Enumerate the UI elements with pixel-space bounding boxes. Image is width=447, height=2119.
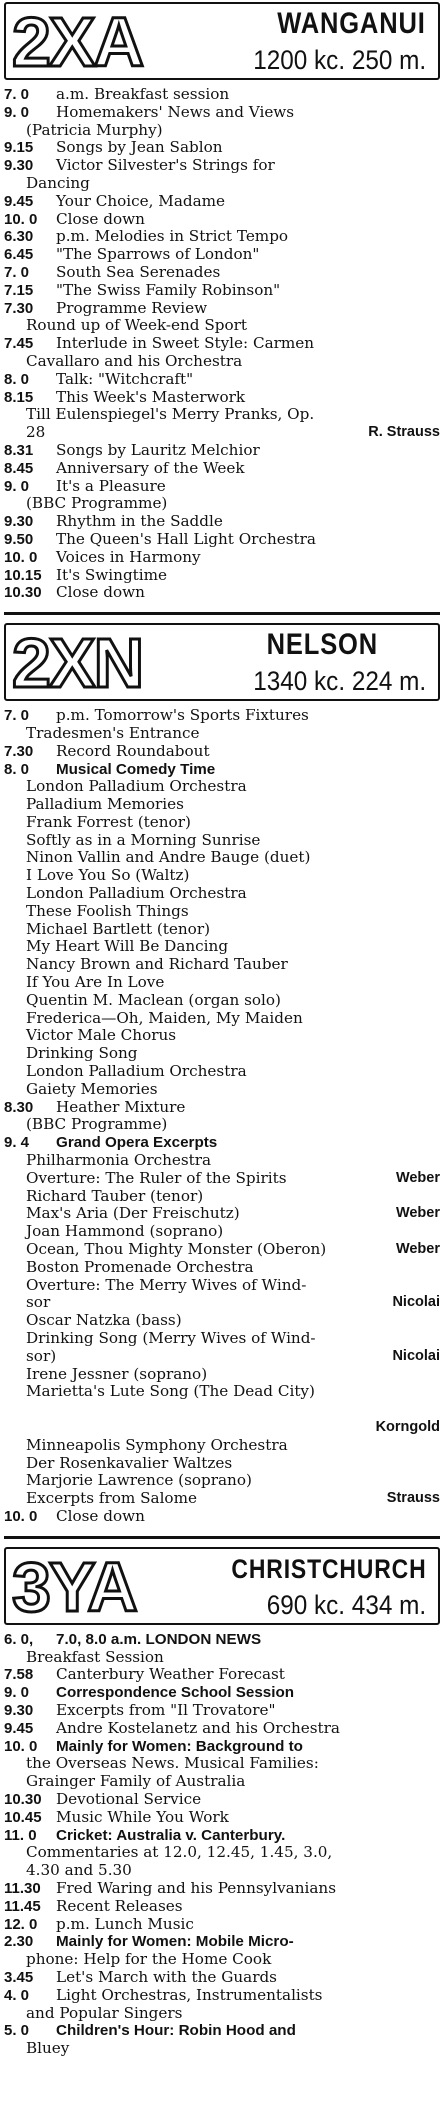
programme-title: Children's Hour: Robin Hood and (56, 2022, 296, 2040)
programme-time: 8.30 (4, 1098, 34, 1116)
station-2xn (4, 623, 440, 1526)
programme-title: "The Swiss Family Robinson" (56, 280, 281, 299)
programme-time: 7.58 (4, 1666, 34, 1684)
programme-composer: Strauss (386, 1490, 440, 1507)
programme-item (4, 1472, 440, 1490)
programme-item (4, 1383, 440, 1401)
programme-title: Drinking Song (26, 1044, 138, 1063)
programme-item (4, 921, 440, 939)
programme-item (4, 104, 440, 122)
programme-item (4, 778, 440, 796)
programme-title: Boston Promenade Orchestra (26, 1257, 254, 1276)
programme-time: 7.30 (4, 742, 34, 760)
station-callsign: 2XN (12, 624, 143, 703)
programme-time: 6. 0, (4, 1630, 34, 1648)
station-2xa (4, 2, 440, 602)
programme-title: Dancing (26, 173, 90, 192)
programme-item (4, 814, 440, 832)
programme-item (4, 1827, 440, 1845)
programme-title: Fred Waring and his Pennsylvanians (56, 1878, 336, 1897)
programme-title: Quentin M. Maclean (organ solo) (26, 990, 281, 1009)
programme-time: 9.45 (4, 192, 34, 210)
programme-time: 9. 0 (4, 477, 30, 495)
programme-time: 7.45 (4, 335, 34, 353)
programme-time: 11.45 (4, 1897, 41, 1915)
programme-item (4, 2005, 440, 2023)
programme-title: Light Orchestras, Instrumentalists (56, 1985, 323, 2004)
programme-title: Max's Aria (Der Freischutz) (26, 1204, 240, 1223)
programme-time: 10.15 (4, 566, 42, 584)
programme-title: These Foolish Things (26, 901, 189, 920)
programme-item (4, 1205, 440, 1223)
programme-time: 7. 0 (4, 707, 30, 725)
programme-composer: R. Strauss (368, 424, 440, 441)
programme-item (4, 300, 440, 318)
programme-item (4, 228, 440, 246)
programme-item (4, 389, 440, 407)
programme-item (4, 992, 440, 1010)
programme-item (4, 1294, 440, 1312)
programme-title: Ninon Vallin and Andre Bauge (duet) (26, 848, 311, 867)
programme-composer: Weber (395, 1241, 440, 1258)
programme-item (4, 424, 440, 442)
programme-item (4, 1720, 440, 1738)
programme-title: Devotional Service (56, 1789, 202, 1808)
programme-title: Let's March with the Guards (56, 1967, 277, 1986)
programme-item (4, 796, 440, 814)
programme-time: 9.50 (4, 530, 34, 548)
programme-item (4, 956, 440, 974)
programme-composer: Nicolai (392, 1347, 440, 1364)
programme-item (4, 1027, 440, 1045)
programme-item (4, 1437, 440, 1455)
station-frequency: 690 kc. 434 m. (266, 1589, 426, 1620)
programme-title: and Popular Singers (26, 2003, 183, 2022)
programme-title: Philharmonia Orchestra (26, 1151, 212, 1170)
programme-item (4, 2040, 440, 2058)
programme-title: Nancy Brown and Richard Tauber (26, 955, 288, 974)
programme-item (4, 849, 440, 867)
programme-title: Heather Mixture (56, 1097, 186, 1116)
programme-time: 9. 0 (4, 1684, 30, 1702)
programme-title: (BBC Programme) (26, 494, 168, 513)
programme-item (4, 1649, 440, 1667)
programme-title (4, 1401, 440, 1419)
programme-time: 9.30 (4, 157, 34, 175)
programme-time: 9.30 (4, 1701, 34, 1719)
programme-title: Joan Hammond (soprano) (26, 1222, 224, 1241)
programme-title: Mainly for Women: Background to (56, 1737, 303, 1755)
programme-time: 9.30 (4, 513, 34, 531)
programme-title: Gaiety Memories (26, 1079, 158, 1098)
programme-item (4, 406, 440, 424)
programme-item (4, 1951, 440, 1969)
programme-title: Drinking Song (Merry Wives of Wind- (26, 1329, 316, 1347)
programme-time: 12. 0 (4, 1915, 38, 1933)
programme-title: Irene Jessner (soprano) (26, 1364, 208, 1383)
programme-item (4, 1844, 440, 1862)
programme-title: Der Rosenkavalier Waltzes (26, 1453, 233, 1472)
programme-item (4, 2022, 440, 2040)
station-city: WANGANUI (277, 7, 426, 40)
programme-title: Ocean, Thou Mighty Monster (Oberon) (26, 1240, 327, 1259)
programme-item (4, 1933, 440, 1951)
programme-title: Correspondence School Session (56, 1684, 294, 1702)
programme-title: 28 (26, 423, 46, 442)
programme-item (4, 885, 440, 903)
programme-item (4, 1880, 440, 1898)
programme-list (4, 86, 440, 602)
programme-title: Richard Tauber (tenor) (26, 1186, 204, 1205)
programme-title: Andre Kostelanetz and his Orchestra (56, 1718, 340, 1737)
programme-title: Tradesmen's Entrance (26, 723, 200, 742)
programme-time: 9.45 (4, 1719, 34, 1737)
programme-title: Palladium Memories (26, 795, 184, 814)
programme-title: London Palladium Orchestra (26, 884, 247, 903)
programme-title: Frank Forrest (tenor) (26, 812, 191, 831)
programme-time: 10.45 (4, 1808, 42, 1826)
programme-title: Victor Male Chorus (26, 1026, 177, 1045)
programme-item (4, 1045, 440, 1063)
programme-title: Musical Comedy Time (56, 760, 216, 778)
programme-time: 8.45 (4, 459, 34, 477)
programme-title: sor (26, 1293, 51, 1312)
programme-item (4, 1223, 440, 1241)
programme-title: Programme Review (56, 298, 208, 317)
programme-item (4, 1241, 440, 1259)
radio-listings-page (4, 0, 440, 2058)
programme-title: p.m. Lunch Music (56, 1914, 194, 1933)
programme-item (4, 1401, 440, 1437)
programme-title: (BBC Programme) (26, 1115, 168, 1134)
programme-time: 6.30 (4, 228, 34, 246)
programme-item (4, 1081, 440, 1099)
programme-item (4, 371, 440, 389)
programme-title: Cavallaro and his Orchestra (26, 351, 243, 370)
programme-title: the Overseas News. Musical Families: (26, 1754, 319, 1773)
programme-item (4, 193, 440, 211)
programme-title: Grainger Family of Australia (26, 1772, 246, 1791)
station-frequency: 1200 kc. 250 m. (253, 45, 426, 75)
programme-list (4, 707, 440, 1526)
programme-item (4, 761, 440, 779)
programme-time: 4. 0 (4, 1986, 30, 2004)
programme-title: Softly as in a Morning Sunrise (26, 830, 261, 849)
programme-title: Breakfast Session (26, 1647, 164, 1666)
programme-composer: Weber (395, 1169, 440, 1186)
programme-item (4, 1862, 440, 1880)
programme-item (4, 1330, 440, 1348)
programme-item (4, 211, 440, 229)
programme-title: Minneapolis Symphony Orchestra (26, 1435, 288, 1454)
programme-title: Rhythm in the Saddle (56, 512, 223, 531)
programme-time: 7.30 (4, 299, 34, 317)
station-header (4, 623, 440, 701)
programme-time: 8.15 (4, 388, 34, 406)
programme-title: Close down (56, 1506, 145, 1525)
programme-item (4, 549, 440, 567)
programme-item (4, 1277, 440, 1295)
programme-title: Overture: The Merry Wives of Wind- (26, 1275, 307, 1294)
programme-item (4, 1063, 440, 1081)
programme-title: Mainly for Women: Mobile Micro- (56, 1933, 294, 1951)
programme-title: "The Sparrows of London" (56, 245, 260, 264)
programme-item (4, 1916, 440, 1934)
programme-time: 9. 0 (4, 103, 30, 121)
programme-item (4, 867, 440, 885)
programme-item (4, 1755, 440, 1773)
programme-composer: Weber (395, 1205, 440, 1222)
programme-item (4, 707, 440, 725)
programme-title: Voices in Harmony (56, 547, 201, 566)
programme-title: Songs by Jean Sablon (56, 138, 223, 157)
programme-time: 9. 4 (4, 1134, 30, 1152)
programme-title: Bluey (26, 2039, 70, 2058)
programme-title: The Queen's Hall Light Orchestra (56, 529, 316, 548)
programme-item (4, 460, 440, 478)
programme-item (4, 1773, 440, 1791)
programme-title: Songs by Lauritz Melchior (56, 440, 260, 459)
programme-title: Excerpts from "Il Trovatore" (56, 1700, 276, 1719)
programme-time: 9.15 (4, 139, 34, 157)
programme-item (4, 1969, 440, 1987)
programme-time: 10. 0 (4, 210, 38, 228)
station-callsign: 2XA (12, 3, 143, 81)
programme-time: 10. 0 (4, 1737, 38, 1755)
programme-title: Recent Releases (56, 1896, 183, 1915)
programme-item (4, 832, 440, 850)
programme-item (4, 1455, 440, 1473)
programme-title: Overture: The Ruler of the Spirits (26, 1168, 287, 1187)
programme-item (4, 335, 440, 353)
programme-title: p.m. Melodies in Strict Tempo (56, 227, 289, 246)
programme-title: It's Swingtime (56, 565, 168, 584)
programme-item (4, 1738, 440, 1756)
programme-item (4, 1010, 440, 1028)
programme-title: Cricket: Australia v. Canterbury. (56, 1826, 286, 1844)
programme-title: Homemakers' News and Views (56, 102, 295, 121)
programme-title: South Sea Serenades (56, 262, 221, 281)
programme-title: Grand Opera Excerpts (56, 1134, 218, 1152)
station-callsign: 3YA (12, 1547, 136, 1626)
programme-item (4, 725, 440, 743)
programme-item (4, 139, 440, 157)
programme-time: 10. 0 (4, 548, 38, 566)
station-frequency: 1340 kc. 224 m. (253, 666, 426, 697)
programme-time: 10.30 (4, 584, 42, 602)
programme-title: It's a Pleasure (56, 476, 166, 495)
section-divider (4, 612, 440, 615)
programme-time: 10.30 (4, 1790, 42, 1808)
programme-time: 11.30 (4, 1879, 41, 1897)
programme-item (4, 246, 440, 264)
programme-time: 8. 0 (4, 760, 30, 778)
programme-title: This Week's Masterwork (56, 387, 246, 406)
programme-item (4, 531, 440, 549)
programme-title: London Palladium Orchestra (26, 1062, 247, 1081)
programme-time: 3.45 (4, 1968, 34, 1986)
programme-item (4, 1348, 440, 1366)
programme-item (4, 1791, 440, 1809)
programme-title: Oscar Natzka (bass) (26, 1311, 182, 1330)
programme-item (4, 1490, 440, 1508)
programme-item (4, 1987, 440, 2005)
programme-title: Commentaries at 12.0, 12.45, 1.45, 3.0, (26, 1843, 333, 1862)
station-header (4, 2, 440, 80)
programme-title: 4.30 and 5.30 (26, 1861, 132, 1880)
programme-title: Till Eulenspiegel's Merry Pranks, Op. (26, 405, 315, 424)
programme-item (4, 1099, 440, 1117)
programme-item (4, 974, 440, 992)
programme-time: 8. 0 (4, 370, 30, 388)
programme-title: 7.0, 8.0 a.m. LONDON NEWS (56, 1630, 262, 1648)
programme-title: Marietta's Lute Song (The Dead City) (26, 1382, 315, 1401)
programme-item (4, 584, 440, 602)
station-header (4, 1547, 440, 1625)
programme-item (4, 1702, 440, 1720)
programme-item (4, 1134, 440, 1152)
programme-title: Victor Silvester's Strings for (56, 156, 275, 175)
programme-title: Round up of Week-end Sport (26, 316, 247, 335)
station-city: NELSON (266, 628, 378, 662)
station-3ya (4, 1547, 440, 2058)
programme-time: 7. 0 (4, 86, 30, 103)
programme-title: Record Roundabout (56, 741, 210, 760)
programme-time: 2.30 (4, 1933, 34, 1951)
programme-item (4, 1116, 440, 1134)
programme-item (4, 1366, 440, 1384)
programme-item (4, 157, 440, 175)
programme-title: Frederica—Oh, Maiden, My Maiden (26, 1008, 303, 1027)
programme-title: Canterbury Weather Forecast (56, 1665, 285, 1684)
programme-item (4, 282, 440, 300)
programme-item (4, 353, 440, 371)
programme-item (4, 175, 440, 193)
programme-item (4, 478, 440, 496)
programme-item (4, 495, 440, 513)
programme-item (4, 513, 440, 531)
programme-item (4, 903, 440, 921)
programme-title: Close down (56, 583, 145, 602)
programme-title: If You Are In Love (26, 973, 165, 992)
programme-list (4, 1631, 440, 2058)
programme-item (4, 1809, 440, 1827)
programme-item (4, 1152, 440, 1170)
programme-item (4, 1312, 440, 1330)
programme-title: Marjorie Lawrence (soprano) (26, 1471, 252, 1490)
programme-time: 8.31 (4, 441, 34, 459)
programme-item (4, 1170, 440, 1188)
programme-title: a.m. Breakfast session (56, 85, 230, 103)
programme-composer: Korngold (375, 1418, 440, 1435)
programme-title: I Love You So (Waltz) (26, 866, 190, 885)
programme-title: Anniversary of the Week (56, 458, 245, 477)
programme-title: (Patricia Murphy) (26, 120, 163, 139)
programme-time: 10. 0 (4, 1507, 38, 1525)
programme-item (4, 264, 440, 282)
section-divider (4, 1536, 440, 1539)
programme-title: phone: Help for the Home Cook (26, 1950, 272, 1969)
station-city: CHRISTCHURCH (230, 1553, 426, 1584)
programme-title: Your Choice, Madame (56, 191, 226, 210)
programme-title: Interlude in Sweet Style: Carmen (56, 334, 315, 353)
programme-title: sor) (26, 1346, 57, 1365)
programme-item (4, 317, 440, 335)
programme-title: Close down (56, 209, 145, 228)
programme-title: Talk: "Witchcraft" (56, 369, 194, 388)
programme-item (4, 1898, 440, 1916)
programme-title: Michael Bartlett (tenor) (26, 919, 211, 938)
programme-time: 5. 0 (4, 2022, 30, 2040)
programme-item (4, 1259, 440, 1277)
programme-composer: Nicolai (392, 1294, 440, 1311)
programme-item (4, 743, 440, 761)
programme-item (4, 1508, 440, 1526)
programme-item (4, 442, 440, 460)
programme-time: 6.45 (4, 246, 34, 264)
programme-title: London Palladium Orchestra (26, 777, 247, 796)
programme-item (4, 1666, 440, 1684)
programme-title: My Heart Will Be Dancing (26, 937, 229, 956)
programme-item (4, 567, 440, 585)
programme-item (4, 1188, 440, 1206)
programme-title: Music While You Work (56, 1807, 229, 1826)
programme-item (4, 938, 440, 956)
programme-item (4, 1631, 440, 1649)
programme-time: 7.15 (4, 281, 34, 299)
programme-item (4, 86, 440, 104)
programme-title: Excerpts from Salome (26, 1489, 197, 1508)
programme-item (4, 1684, 440, 1702)
programme-title: p.m. Tomorrow's Sports Fixtures (56, 706, 309, 725)
programme-time: 11. 0 (4, 1826, 37, 1844)
programme-time: 7. 0 (4, 263, 30, 281)
programme-item (4, 122, 440, 140)
